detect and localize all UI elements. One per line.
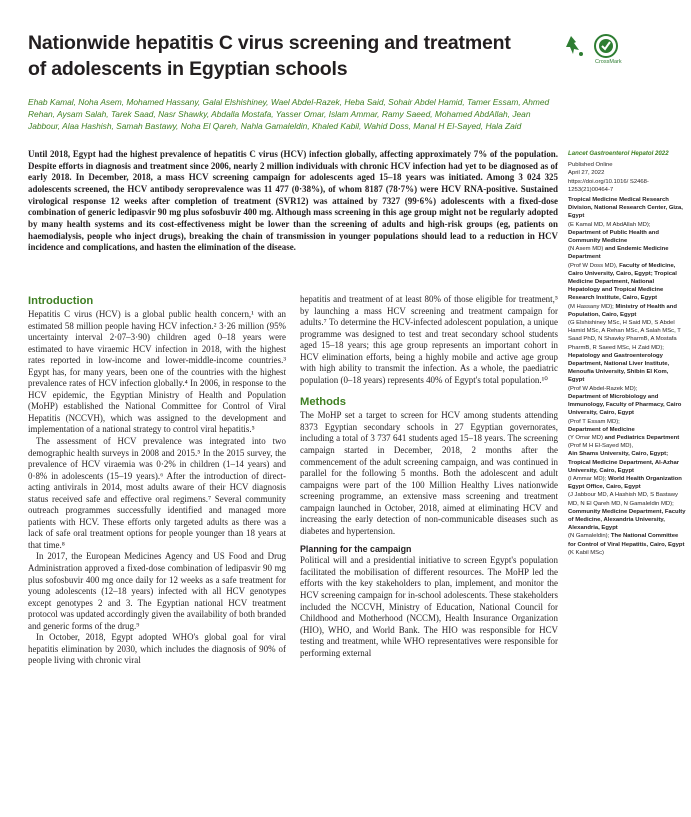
- intro-paragraph-1: Hepatitis C virus (HCV) is a global public health concern,¹ with an estimated 58 million people having HCV infection.² 3·26 million (95% uncertainty interval 2·07–3·90) children aged 0–18 years were estimated to have viraemic HCV infection in 2018, with the highest rates reported in low-income and lower-middle-income countries.³ Egypt has, for many years, been one of the countries with the highest prevalence rates of HCV infection globally.⁴ In 2006, in response to the HCV epidemic, the Egyptian Ministry of Health and Population (MoHP) established the National Committee for Control of Viral Hepatitis (NCCVH), which was assigned to the development and implementation of a national strategy to control viral hepatitis.⁵: [28, 309, 286, 435]
- affiliation-institution: Ain Shams University, Cairo, Egypt; Tropical Medicine Department, Al-Azhar University, Cairo, Egypt: [568, 451, 680, 474]
- affiliation-people: (N Gamaleldin);: [568, 533, 610, 540]
- check-updates-icon[interactable]: [566, 36, 583, 56]
- methods-paragraph-2: Political will and a presidential initiative to screen Egypt's population facilitated the mobilisation of different resources. The MoHP led the efforts with the key stakeholders to plan, implement, and monitor the HCV screening campaign for in-school adolescents. These stakeholders included the NCCVH, Ministry of Education, National Council for Childhood and Motherhood (NCCM), Health Insurance Organization (HIO), WHO, and World Bank. The HIO was responsible for HCV testing and treatment, while WHO representatives were responsible for performing external: [300, 555, 558, 658]
- article-title: Nationwide hepatitis C virus screening and treatment of adolescents in Egyptian schools: [28, 32, 511, 80]
- summary-paragraph: Until 2018, Egypt had the highest prevalence of hepatitis C virus (HCV) infection globally, affecting approximately 7% of the population. Despite efforts in diagnosis and treatment since 2006, nearly 2 million individuals with chronic HCV infection had yet to be diagnosed as of early 2018. In December, 2018, a mass HCV screening campaign for adolescents aged 15–18 years was initiated. Among 3 024 325 adolescents screened, the HCV antibody seroprevalence was 11 477 (0·38%), of whom 8187 (78·7%) were HCV RNA-positive. Sustained virological response 12 weeks after completion of treatment (SVR12) was attained by 7327 (99·6%) adolescents with a fixed-dose combination of generic ledipasvir 90 mg plus sofosbuvir 400 mg. Although mass screening in this age group might not be regularly adopted by many health systems and its cost-effectiveness might be lower than the screening of adults and high-risk groups (eg, patients on haemodialysis, people who inject drugs), breaking the chain of transmission in younger populations should lead to a reduction in HCV incidence and complications, and hasten the elimination of the disease.: [28, 149, 558, 253]
- affiliation-people: (J Jabbour MD, A Hashish MD, S Bastawy MD, N El Qareh MD, N Gamaleldin MD);: [568, 492, 678, 507]
- affiliation-institution: Department of Microbiology and Immunology, Faculty of Pharmacy, Cairo University, Cairo, Egypt: [568, 393, 682, 417]
- published-online-label: Published Online: [568, 162, 613, 169]
- section-heading-methods: Methods: [300, 396, 346, 409]
- intro-paragraph-5: hepatitis and treatment of at least 80% of those eligible for treatment,⁵ by launching a mass HCV screening and treatment campaign for adults.⁷ To determine the HCV-infected adolescent population, a unique programme was designed to test and treat secondary school students aged 15–18 years; this age group represents an important cohort in HCV elimination efforts, being a highly mobile and active age group with high ability to transmit the infection. As a whole, the paediatric population (0–18 years) represents 40% of Egypt's total population.¹⁰: [300, 294, 558, 385]
- affiliation-institution: Tropical Medicine Medical Research Division, National Research Center, Giza, Egypt: [568, 197, 683, 220]
- intro-paragraph-4: In October, 2018, Egypt adopted WHO's global goal for viral hepatitis elimination by 2030, which includes the diagnosis of 90% of people living with chronic viral: [28, 632, 286, 666]
- affiliation-people: (Y Omar MD): [568, 434, 603, 441]
- affiliation-people: (Prof M H El-Sayed MD),: [568, 443, 634, 450]
- subsection-heading-planning: Planning for the campaign: [300, 544, 412, 555]
- affiliation-institution: The National Committee for Control of Viral Hepatitis, Cairo, Egypt: [568, 533, 685, 548]
- methods-paragraph-1: The MoHP set a target to screen for HCV among students attending 8373 Egyptian secondary schools in 27 Egyptian governorates, including a total of 3 737 641 students aged 15–18 years. The screening campaign started in December, 2018, 2 months after the commencement of the adult screening campaign, and was continued in parallel for the following 5 months. Both the adolescent and adult campaigns were part of the 100 Million Healthy Lives nationwide screening programme, an extensive mass screening and treatment campaign launched in October, 2018, aimed at eliminating HCV and increasing the early detection of non-communicable diseases such as diabetes and hypertension.: [300, 410, 558, 536]
- affiliation-institution: Community Medicine Department, Faculty of Medicine, Alexandria University, Alexandria, Egypt: [568, 508, 686, 532]
- article-badges: [565, 32, 635, 68]
- body-column-left: [28, 294, 286, 667]
- publication-date: April 27, 2022: [568, 170, 605, 177]
- affiliation-people: (Prof W Doss MD),: [568, 262, 618, 269]
- affiliation-list: [568, 196, 686, 557]
- section-heading-introduction: Introduction: [28, 295, 94, 307]
- affiliation-people: (M Hassany MD);: [568, 303, 614, 310]
- author-list: Ehab Kamal, Noha Asem, Mohamed Hassany, Galal Elshishiney, Wael Abdel-Razek, Heba Said, Sohair Abdel Hamid, Tamer Essam, Ahmed Rehan, Aysam Salah, Tarek Saad, Nasr Shawky, Abdalla Mostafa, Yasser Omar, Islam Ammar, Ramy Saeed, Mohamed AbdAllah, Jean Jabbour, Alaa Hashish, Samah Bastawy, Noha El Qareh, Nahla Gamaleldin, Khaled Kabil, Wahid Doss, Manal H El-Sayed, Hala Zaid: [28, 97, 550, 131]
- affiliation-people: (I Ammar MD);: [568, 475, 607, 482]
- doi-link[interactable]: https://doi.org/10.1016/ S2468-1253(21)00464-7: [568, 178, 649, 193]
- affiliation-people: (N Asem MD): [568, 246, 604, 253]
- affiliation-people: (K Kabil MSc): [568, 549, 605, 556]
- affiliation-people: (Prof W Abdel-Razek MD);: [568, 385, 638, 392]
- affiliation-institution: Hepatology and Gastroenterology Department, National Liver Institute, Menoufia University, Shibin El Kom, Egypt: [568, 352, 670, 384]
- crossmark-icon[interactable]: [595, 35, 617, 57]
- affiliation-institution: Department of Medicine: [568, 426, 635, 433]
- intro-paragraph-2: The assessment of HCV prevalence was integrated into two demographic health surveys in 2008 and 2015.⁵ In the 2015 survey, the prevalence of HCV viraemia was 0·2% in children (1–14 years) and 0·8% in adolescents (15–19 years).⁶ After the introduction of direct-acting antivirals in 2014, most adults aware of their HCV diagnosis status received safe and effective oral regimens.⁷ Several community outreach programmes successfully identified and managed more patients with HCV. These efforts only targeted adults as there was a lack of safe oral treatment options for people younger than 18 years at that time.⁸: [28, 436, 286, 550]
- body-column-right: [300, 294, 558, 659]
- affiliation-people: (G Elshishiney MSc, H Said MD, S Abdel Hamid MSc, A Rehan MSc, A Salah MSc, T Saad PhD, N Shawky PharmB, A Mostafa PharmB, R Saeed MSc, H Zaid MD);: [568, 320, 681, 351]
- article-sidebar: [568, 150, 686, 557]
- crossmark-label: CrossMark: [595, 59, 622, 65]
- affiliation-institution: Department of Public Health and Community Medicine: [568, 229, 659, 245]
- affiliation-people: (E Kamal MD, M AbdAllah MD);: [568, 221, 651, 228]
- affiliation-institution: Ministry of Health and Population, Cairo, Egypt: [568, 303, 677, 318]
- affiliation-institution: Faculty of Medicine, Cairo University, Cairo, Egypt; Tropical Medicine Department, National Hepatology and Tropical Medicine Research Institute, Cairo, Egypt: [568, 262, 677, 302]
- affiliation-institution: and Endemic Medicine Department: [568, 246, 669, 261]
- journal-citation: Lancet Gastroenterol Hepatol 2022: [568, 150, 669, 157]
- affiliation-institution: and Pediatrics Department: [604, 434, 680, 441]
- intro-paragraph-3: In 2017, the European Medicines Agency and US Food and Drug Administration approved a fixed-dose combination of ledipasvir 90 mg plus sofosbuvir 400 mg once daily for 12 weeks as a safe treatment for young adolescents (12–18 years) infected with all HCV genotypes except genotypes 2 and 3. The Egyptian national HCV treatment protocol was updated accordingly given the availability of both branded and generic forms of the drug.⁹: [28, 551, 286, 631]
- affiliation-people: (Prof T Essam MD);: [568, 418, 620, 425]
- affiliation-institution: World Health Organization Egypt Office, Cairo, Egypt: [568, 475, 682, 491]
